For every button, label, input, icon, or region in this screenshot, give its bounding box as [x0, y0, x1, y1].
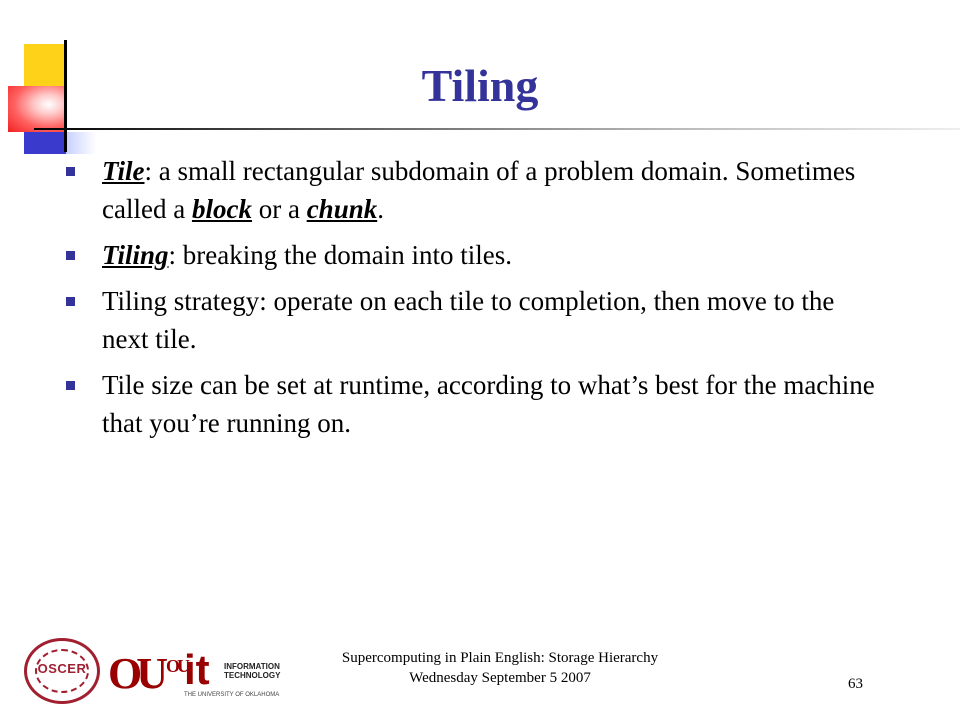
bullet-square-icon: [66, 167, 75, 176]
decor-blue-square: [24, 132, 66, 154]
footer-caption: [280, 648, 720, 688]
bullet-text: .: [377, 194, 384, 224]
bullet-text: : breaking the domain into tiles.: [168, 240, 512, 270]
footer-line-1: Supercomputing in Plain English: Storage Hierarchy: [341, 650, 659, 666]
title-underline-rule: [34, 128, 960, 130]
footer-logos: [20, 634, 281, 710]
bullet-item: [64, 152, 884, 228]
bullet-text: : a small rectangular subdomain of a problem domain. Sometimes called a: [102, 156, 856, 224]
defined-term: block: [191, 194, 252, 224]
ou-it-logo: [166, 644, 281, 704]
bullet-text: Tiling strategy: operate on each tile to completion, then move to the next tile.: [102, 286, 835, 354]
bullet-item: [64, 366, 884, 442]
defined-term: Tile: [102, 156, 145, 186]
ou-it-university-text: THE UNIVERSITY OF OKLAHOMA: [184, 692, 280, 698]
bullet-square-icon: [66, 297, 75, 306]
oscer-seal-logo: [24, 638, 100, 704]
ou-logo: OU: [108, 649, 162, 698]
decor-lightblue-square: [66, 132, 96, 154]
footer-line-2: Wednesday September 5 2007: [409, 670, 591, 686]
bullet-item: [64, 282, 884, 358]
oscer-seal-text: OSCER: [37, 661, 87, 676]
bullet-text: Tile size can be set at runtime, according to what’s best for the machine that you’re running on.: [102, 370, 875, 438]
bullet-list: [64, 152, 884, 450]
page-number: 63: [848, 676, 863, 692]
ou-it-it-text: it: [184, 646, 210, 693]
bullet-square-icon: [66, 381, 75, 390]
bullet-text: or a: [251, 194, 307, 224]
ou-it-info-text: INFORMATION TECHNOLOGY: [224, 662, 281, 680]
bullet-square-icon: [66, 251, 75, 260]
bullet-item: [64, 236, 884, 274]
slide-title: Tiling: [421, 60, 539, 111]
defined-term: chunk: [306, 194, 378, 224]
ou-it-ou-text: OU: [166, 656, 187, 676]
defined-term: Tiling: [102, 240, 169, 270]
